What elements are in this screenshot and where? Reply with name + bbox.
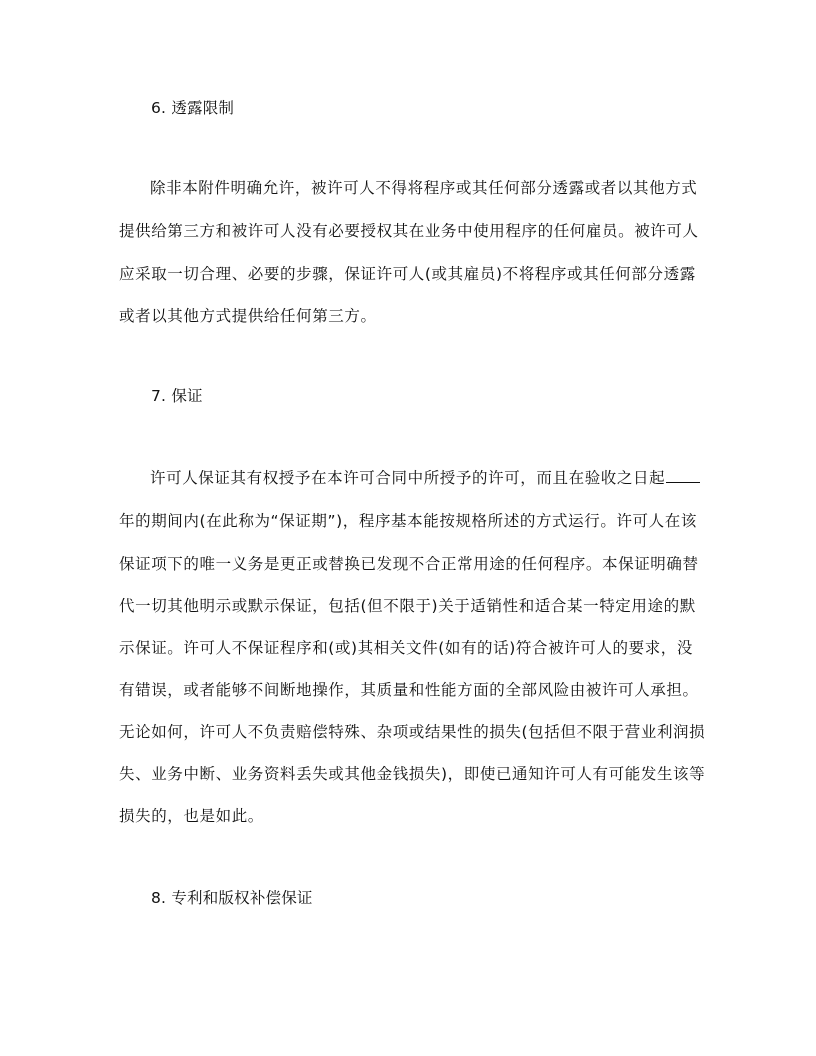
section-7-line: 无论如何，许可人不负责赔偿特殊、杂项或结果性的损失(包括但不限于营业利润损 (119, 723, 706, 741)
section-7-line: 失、业务中断、业务资料丢失或其他金钱损失)，即使已通知许可人有可能发生该等 (119, 765, 706, 783)
section-7-heading: 7. 保证 (151, 387, 203, 405)
section-6-heading: 6. 透露限制 (151, 99, 235, 117)
section-7-line: 年的期间内(在此称为“保证期”)，程序基本能按规格所述的方式运行。许可人在该 (119, 512, 697, 530)
section-7-line: 代一切其他明示或默示保证，包括(但不限于)关于适销性和适合某一特定用途的默 (119, 597, 696, 615)
section-8-heading: 8. 专利和版权补偿保证 (151, 889, 313, 907)
section-7-line-text: 许可人保证其有权授予在本许可合同中所授予的许可，而且在验收之日起 (150, 469, 666, 487)
section-7-line: 有错误，或者能够不间断地操作，其质量和性能方面的全部风险由被许可人承担。 (119, 681, 699, 699)
section-7-line-with-blank (150, 468, 699, 488)
section-6-line: 应采取一切合理、必要的步骤，保证许可人(或其雇员)不将程序或其任何部分透露 (119, 265, 696, 283)
section-6-line: 除非本附件明确允许，被许可人不得将程序或其任何部分透露或者以其他方式 (150, 179, 698, 197)
section-7-line: 示保证。许可人不保证程序和(或)其相关文件(如有的话)符合被许可人的要求，没 (119, 639, 693, 657)
section-7-line: 保证项下的唯一义务是更正或替换已发现不合正常用途的任何程序。本保证明确替 (119, 555, 699, 573)
section-7-line: 损失的，也是如此。 (119, 807, 264, 825)
section-6-line: 或者以其他方式提供给任何第三方。 (119, 307, 377, 325)
fill-in-blank (666, 468, 700, 483)
section-6-line: 提供给第三方和被许可人没有必要授权其在业务中使用程序的任何雇员。被许可人 (119, 222, 699, 240)
